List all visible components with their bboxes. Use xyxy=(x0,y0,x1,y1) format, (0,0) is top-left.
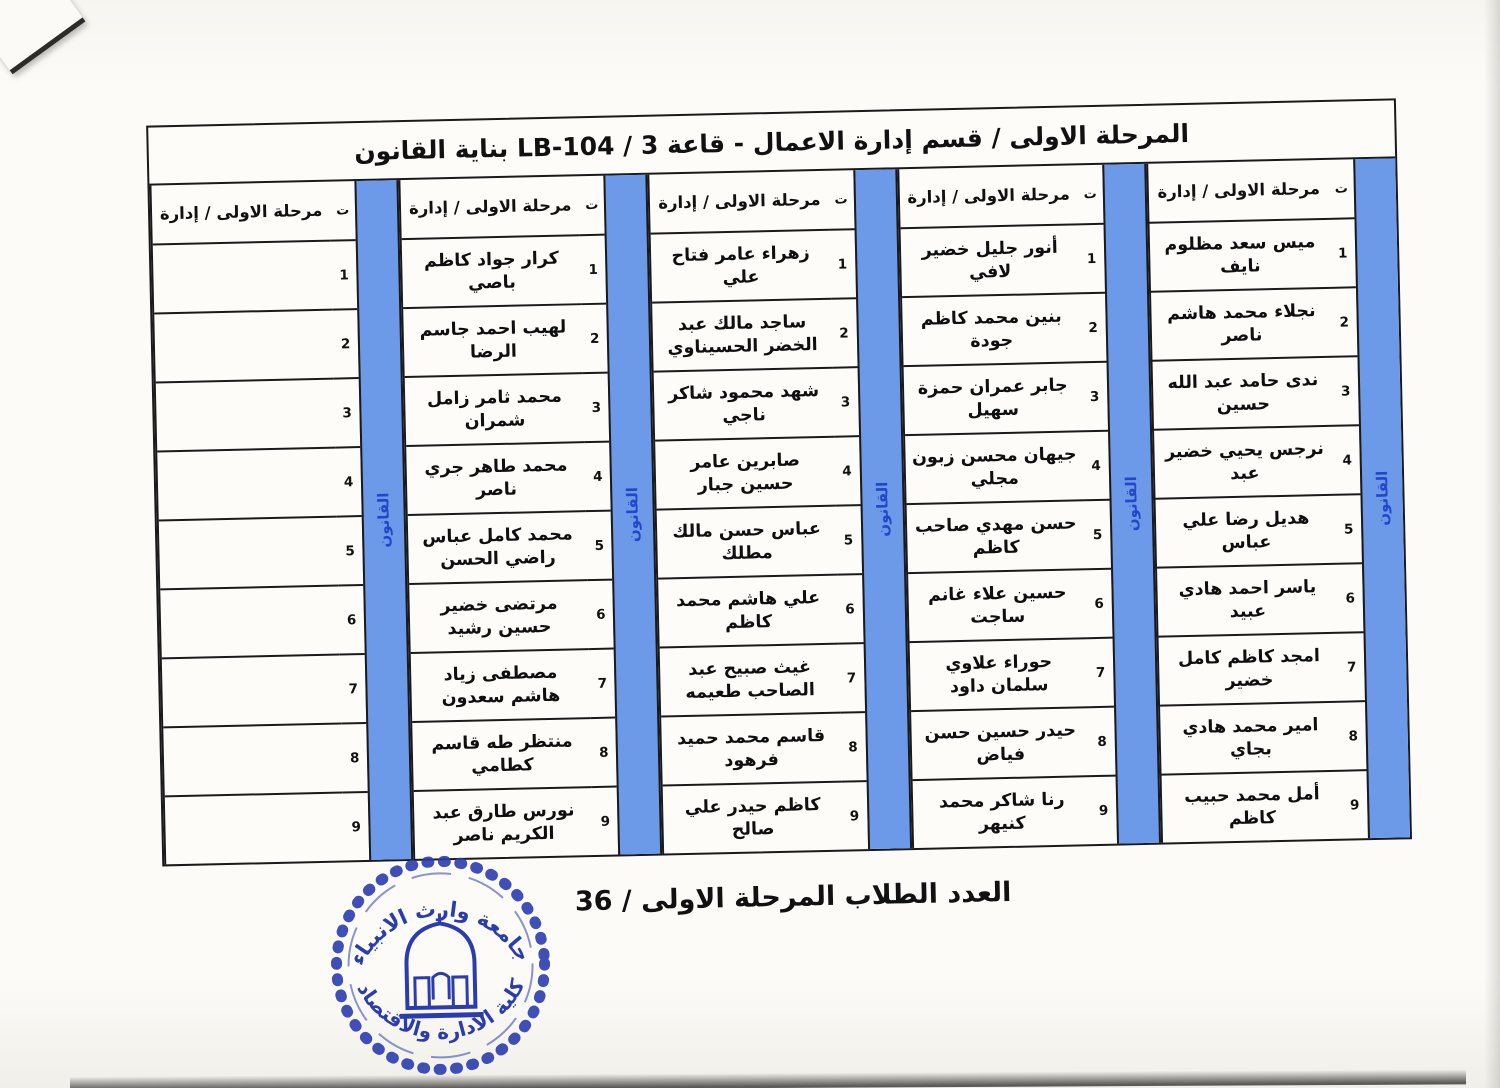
student-name-cell: أنور جليل خضير لافي xyxy=(900,225,1080,298)
table-group-0 xyxy=(1146,158,1410,842)
student-name-cell xyxy=(156,380,336,453)
row-index: 8 xyxy=(341,724,367,794)
building-strip-label: القانون xyxy=(1372,470,1393,526)
student-name-cell: امجد كاظم كامل خضير xyxy=(1158,634,1340,707)
student-name-cell: نجلاء محمد هاشم ناصر xyxy=(1151,289,1333,362)
student-name-cell xyxy=(163,725,343,798)
row-index: 8 xyxy=(1340,702,1366,772)
row-index: 1 xyxy=(580,236,606,306)
student-name-cell: صابرين عامر حسين جبار xyxy=(656,438,836,511)
student-count: العدد الطلاب المرحلة الاولى / 36 xyxy=(574,876,1012,918)
student-name-cell: بنين محمد كاظم جودة xyxy=(902,294,1082,367)
row-index: 2 xyxy=(582,305,608,375)
row-index: 2 xyxy=(1331,288,1357,358)
doc-title: المرحلة الاولى / قسم إدارة الاعمال - قاعة 3 / LB-104 بناية القانون xyxy=(148,100,1395,185)
student-name-cell xyxy=(159,518,339,591)
group-header: مرحلة الاولى / إدارة xyxy=(151,182,330,246)
student-name-cell: محمد كامل عباس راضي الحسن xyxy=(408,512,588,585)
row-index: 6 xyxy=(338,586,364,656)
student-name-cell: منتظر طه قاسم كطامي xyxy=(412,719,592,792)
student-name-cell: حسين علاء غانم ساجت xyxy=(908,570,1088,643)
row-index: 5 xyxy=(1084,501,1110,571)
row-index: 5 xyxy=(337,517,363,587)
table-group-4 xyxy=(149,180,413,864)
row-index: 6 xyxy=(1086,570,1112,640)
student-name-cell: رنا شاكر محمد كنيهر xyxy=(938,789,1065,835)
group-header: مرحلة الاولى / إدارة xyxy=(650,171,829,235)
row-index: 4 xyxy=(585,443,611,513)
university-stamp xyxy=(312,845,567,1088)
row-index: 6 xyxy=(1337,564,1363,634)
table-group-3 xyxy=(399,175,663,859)
student-name-cell: مرتضى خضير حسين رشيد xyxy=(409,581,589,654)
row-index: 2 xyxy=(332,310,358,380)
student-name-cell: حسن مهدي صاحب كاظم xyxy=(906,501,1086,574)
table-group-1 xyxy=(897,164,1161,848)
names-column xyxy=(399,176,594,859)
row-index: 7 xyxy=(1087,639,1113,709)
student-name-cell xyxy=(160,587,340,660)
student-name-cell: جابر عمران حمزة سهيل xyxy=(903,363,1083,436)
student-name-cell: ياسر احمد هادي عبيد xyxy=(1157,565,1339,638)
student-name-cell: شهد محمود شاكر ناجي xyxy=(654,369,834,442)
row-index: 4 xyxy=(335,448,361,518)
index-header: ت xyxy=(579,176,605,237)
row-index: 7 xyxy=(1339,633,1365,703)
row-index: 3 xyxy=(1332,357,1358,427)
row-index: 4 xyxy=(834,437,860,507)
row-index: 3 xyxy=(1081,363,1107,433)
row-index: 4 xyxy=(1334,426,1360,496)
student-roster-table xyxy=(146,98,1412,866)
student-name-cell xyxy=(162,656,342,729)
student-name-cell: كرار جواد كاظم باصي xyxy=(402,236,582,309)
names-column xyxy=(897,165,1092,848)
student-name-cell: علي هاشم محمد كاظم xyxy=(659,576,839,649)
row-index: 5 xyxy=(1336,495,1362,565)
row-index: 9 xyxy=(1098,802,1109,819)
index-header: ت xyxy=(1328,159,1354,220)
building-strip-label: القانون xyxy=(623,486,643,543)
row-index: 3 xyxy=(583,374,609,444)
row-index: 9 xyxy=(849,807,860,824)
row-index: 8 xyxy=(1089,708,1115,778)
row-index: 5 xyxy=(835,506,861,576)
student-name-cell: غيث صبيح عبد الصاحب طعيمه xyxy=(660,645,840,718)
building-strip-label: القانون xyxy=(872,481,892,537)
student-name-cell: امير محمد هادي بجاي xyxy=(1160,703,1342,776)
row-index: 4 xyxy=(1083,432,1109,502)
index-header: ت xyxy=(330,181,356,242)
row-index: 9 xyxy=(351,818,362,835)
student-name-cell: ساجد مالك عبد الخضر الحسيناوي xyxy=(653,300,833,373)
building-strip-label: القانون xyxy=(1121,476,1142,532)
row-index: 8 xyxy=(840,713,866,783)
student-name-cell: لهيب احمد جاسم الرضا xyxy=(403,305,583,378)
student-name-cell xyxy=(157,449,337,522)
row-index: 1 xyxy=(1078,225,1104,295)
student-name-cell: جيهان محسن زبون مجلي xyxy=(905,432,1085,505)
student-name-cell: قاسم محمد حميد فرهود xyxy=(662,714,842,787)
student-name-cell: أمل محمد حبيب كاظم xyxy=(1184,783,1320,829)
row-index: 7 xyxy=(589,650,615,720)
row-index: 6 xyxy=(837,575,863,645)
student-name-cell: حيدر حسين حسن فياض xyxy=(911,708,1091,781)
row-index: 2 xyxy=(831,299,857,369)
names-column xyxy=(648,171,843,854)
student-name-cell xyxy=(153,242,333,315)
names-column xyxy=(149,182,344,865)
student-name-cell: ميس سعد مظلوم نايف xyxy=(1149,220,1331,293)
student-name-cell: هديل رضا علي عباس xyxy=(1155,496,1337,569)
row-index: 9 xyxy=(1349,796,1360,814)
student-name-cell: محمد ثامر زامل شمران xyxy=(405,374,585,447)
row-index: 7 xyxy=(838,644,864,714)
row-index: 2 xyxy=(1080,294,1106,364)
table-group-2 xyxy=(648,169,912,853)
row-index: 1 xyxy=(829,230,855,300)
building-strip-label: القانون xyxy=(374,492,394,548)
student-name-cell: مصطفى زياد هاشم سعدون xyxy=(411,650,591,723)
row-index: 8 xyxy=(591,719,617,789)
student-name-cell xyxy=(154,311,334,384)
row-index: 3 xyxy=(832,368,858,438)
row-index: 3 xyxy=(334,379,360,449)
svg-text:جامعة وارث الانبياء xyxy=(344,895,536,970)
row-index: 6 xyxy=(588,581,614,651)
student-name-cell: ندى حامد عبد الله حسين xyxy=(1152,358,1334,431)
student-name-cell: نورس طارق عبد الكريم ناصر xyxy=(432,800,575,846)
student-name-cell: عباس حسن مالك مطلك xyxy=(657,507,837,580)
group-header: مرحلة الاولى / إدارة xyxy=(401,176,580,240)
index-header: ت xyxy=(1077,165,1103,226)
names-column xyxy=(1146,160,1343,843)
stamp-bottom-text: كلية الادارة والاقتصاد xyxy=(352,975,530,1044)
row-index: 1 xyxy=(1329,219,1355,289)
index-header: ت xyxy=(828,170,854,231)
roster-groups xyxy=(149,158,1410,864)
row-index: 9 xyxy=(600,813,611,830)
document-content xyxy=(146,98,1412,1044)
stamp-mosque-emblem xyxy=(397,913,483,1017)
student-name-cell: حوراء علاوي سلمان داود xyxy=(909,639,1089,712)
student-name-cell: محمد طاهر جري ناصر xyxy=(406,443,586,516)
group-header: مرحلة الاولى / إدارة xyxy=(899,165,1078,229)
scan-edge-shadow xyxy=(1484,0,1500,1088)
student-name-cell: نرجس يحيي خضير عبد xyxy=(1154,427,1336,500)
row-index: 5 xyxy=(586,512,612,582)
stamp-top-text: جامعة وارث الانبياء xyxy=(344,896,536,970)
row-index: 1 xyxy=(331,241,357,311)
student-name-cell: زهراء عامر فتاح علي xyxy=(651,231,831,304)
group-header: مرحلة الاولى / إدارة xyxy=(1148,160,1329,224)
row-index: 7 xyxy=(340,655,366,725)
student-name-cell: كاظم حيدر علي صالح xyxy=(684,794,821,840)
